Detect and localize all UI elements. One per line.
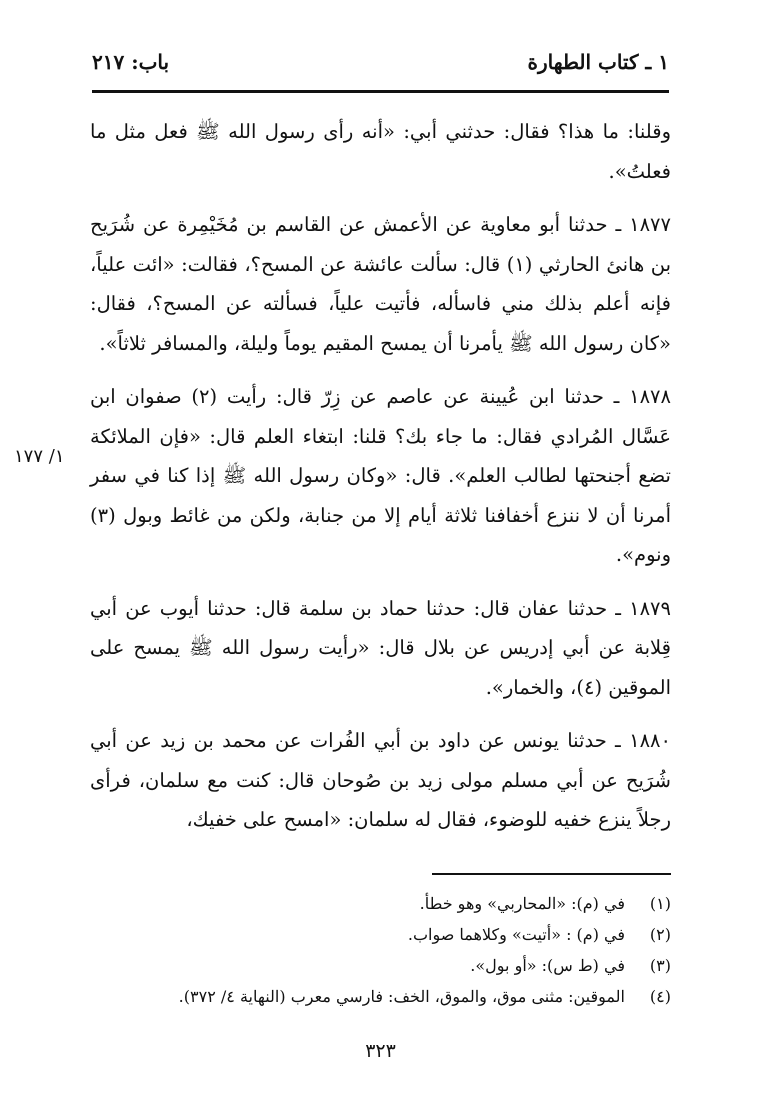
margin-reference: ١/ ١٧٧ bbox=[14, 446, 65, 467]
footnote-number: (٢) bbox=[649, 925, 671, 944]
footnote-divider bbox=[432, 873, 671, 875]
hadith-1879: ١٨٧٩ ـ حدثنا عفان قال: حدثنا حماد بن سلمة قال: حدثنا أيوب عن أبي قِلابة عن أبي إدريس عن بلال قال: «رأيت رسول الله ﷺ يمسح على الموقين (٤)، والخمار». bbox=[90, 596, 671, 699]
chapter-label: باب: ٢١٧ bbox=[92, 50, 170, 74]
hadith-1878: ١٨٧٨ ـ حدثنا ابن عُيينة عن عاصم عن زِرّ قال: رأيت (٢) صفوان ابن عَسَّال المُرادي فقال: ما جاء بك؟ قلنا: ابتغاء العلم قال: «فإن الملائكة تضع أجنحتها لطالب العلم». قال: «وكان رسول الله ﷺ إذا كنا في سفر أمرنا أن لا ننزع أخفافنا ثلاثة أيام إلا من جنابة، ولكن من غائط وبول (٣) ونوم». bbox=[90, 385, 672, 566]
footnote bbox=[90, 950, 671, 981]
paragraph: وقلنا: ما هذا؟ فقال: حدثني أبي: «أنه رأى رسول الله ﷺ فعل مثل ما فعلتُ». bbox=[90, 120, 671, 183]
hadith-1877: ١٨٧٧ ـ حدثنا أبو معاوية عن الأعمش عن القاسم بن مُخَيْمِرة عن شُرَيح بن هانئ الحارثي (١) قال: سألت عائشة عن المسح؟، فقالت: «ائت علياً، فإنه أعلم بذلك مني فاسأله، فأتيت علياً، فسألته عن المسح؟، فقال: «كان رسول الله ﷺ يأمرنا أن يمسح المقيم يوماً وليلة، والمسافر ثلاثاً». bbox=[90, 213, 671, 355]
main-text bbox=[90, 112, 671, 854]
footnote-text: الموقين: مثنى موق، والموق، الخف: فارسي معرب (النهاية ٤/ ٣٧٢). bbox=[178, 987, 625, 1006]
footnote-text: في (ط س): «أو بول». bbox=[470, 956, 625, 975]
book-title: ١ ـ كتاب الطهارة bbox=[527, 50, 669, 74]
footnote-number: (٣) bbox=[649, 956, 671, 975]
footnote-number: (١) bbox=[649, 894, 671, 913]
footnote-text: في (م): «المحاربي» وهو خطأ. bbox=[419, 894, 625, 913]
footnote-text: في (م) : «أتيت» وكلاهما صواب. bbox=[407, 925, 625, 944]
footnotes bbox=[90, 888, 671, 1012]
footnote bbox=[90, 919, 671, 950]
footnote bbox=[90, 888, 671, 919]
hadith-1880: ١٨٨٠ ـ حدثنا يونس عن داود بن أبي الفُرات عن محمد بن زيد عن أبي شُرَيح عن أبي مسلم مولى زيد بن صُوحان قال: كنت مع سلمان، فرأى رجلاً ينزع خفيه للوضوء، فقال له سلمان: «امسح على خفيك، bbox=[90, 729, 671, 831]
page-number: ٣٢٣ bbox=[365, 1040, 396, 1062]
footnote bbox=[90, 981, 671, 1012]
footnote-number: (٤) bbox=[649, 987, 671, 1006]
running-header bbox=[92, 44, 669, 93]
